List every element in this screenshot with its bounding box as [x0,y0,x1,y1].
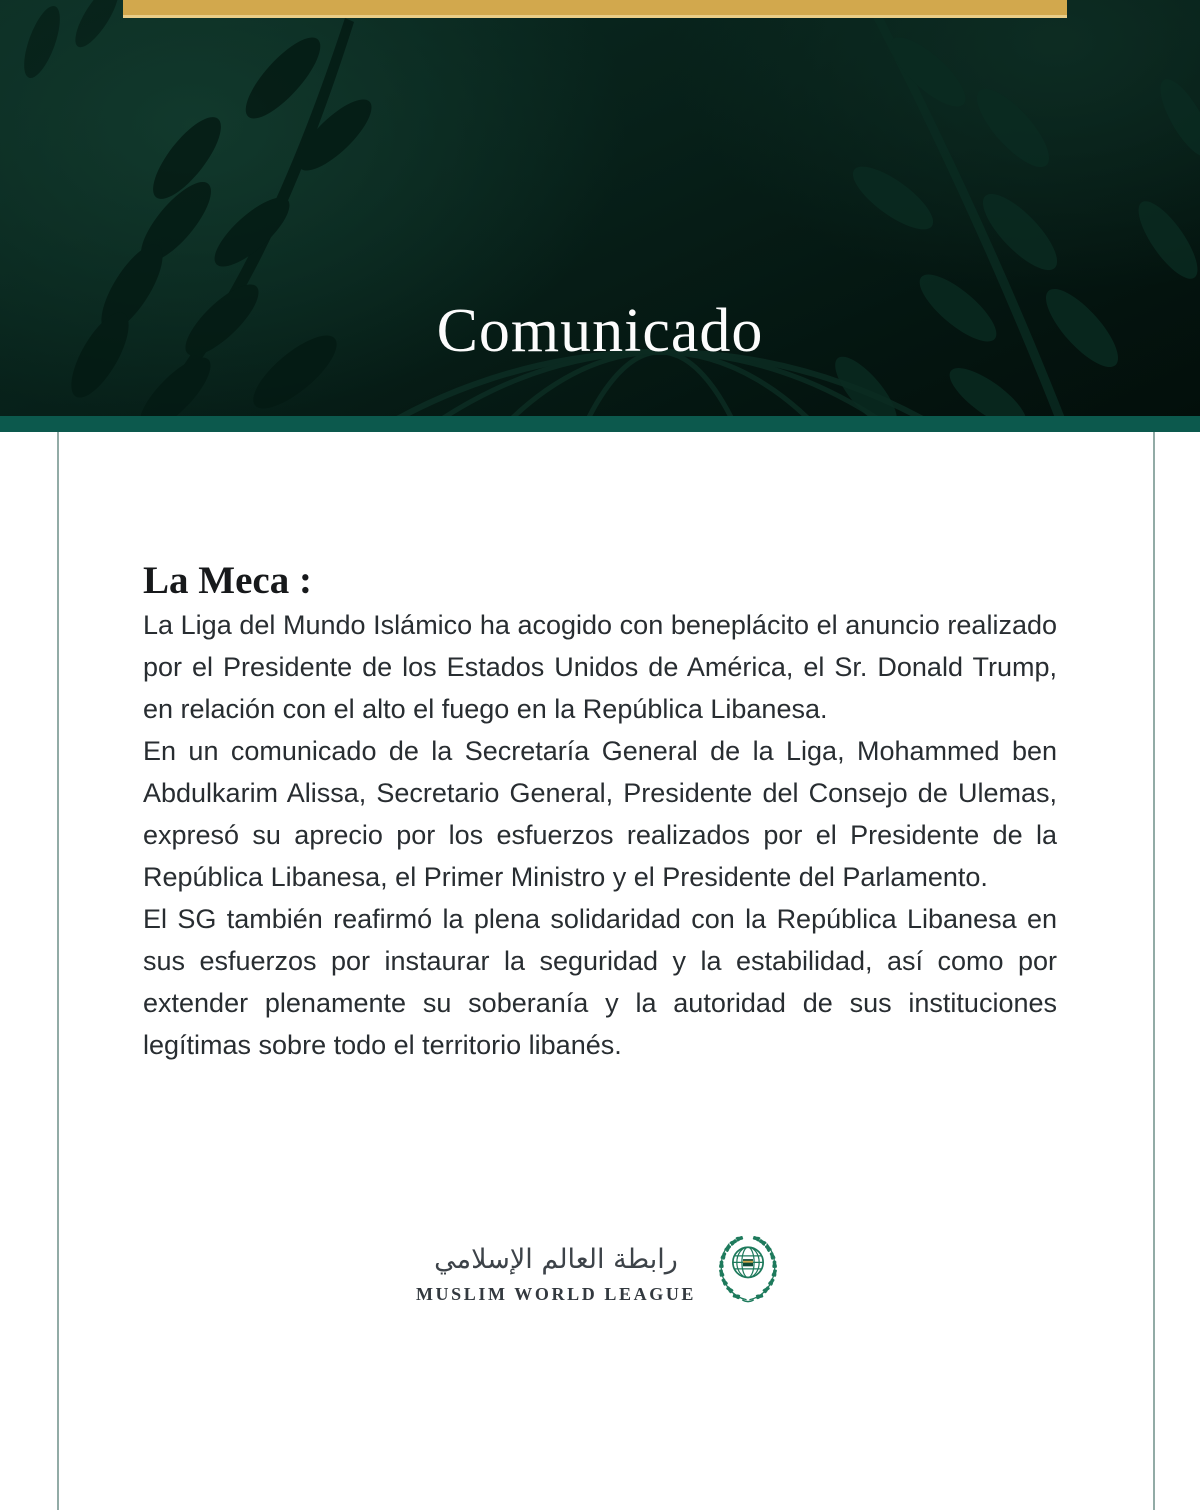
kaaba-icon [743,1259,753,1266]
header-banner [0,0,1200,416]
left-margin-rule [57,432,59,1510]
gold-accent-bar [123,0,1067,18]
right-margin-rule [1153,432,1155,1510]
paragraph-1: La Liga del Mundo Islámico ha acogido con beneplácito el anuncio realizado por el Presidente de los Estados Unidos de América, el Sr. Donald Trump, en relación con el alto el fuego en la República Libanesa. [143,610,1057,724]
corner-leaves-icon [17,0,126,82]
header-divider [0,416,1200,432]
communique-text [143,604,1057,1066]
logo-english-name: MUSLIM WORLD LEAGUE [415,1283,697,1304]
dateline-heading: La Meca : [143,559,312,602]
paragraph-2: En un comunicado de la Secretaría General de la Liga, Mohammed ben Abdulkarim Alissa, Secretario General, Presidente del Consejo de Ulemas, expresó su aprecio por los esfuerzos realizados por el Presidente de la República Libanesa, el Primer Ministro y el Presidente del Parlamento. [143,736,1057,892]
mwl-emblem-icon [712,1232,784,1310]
document-body [0,432,1200,1510]
mwl-logo [143,1232,1057,1310]
page-title: Comunicado [436,297,764,365]
wreath-stem-icon [742,1300,754,1302]
logo-arabic-name: رابطة العالم الإسلامي [434,1243,678,1275]
mwl-logo-text [416,1238,696,1305]
paragraph-3: El SG también reafirmó la plena solidaridad con la República Libanesa en sus esfuerzos por instaurar la seguridad y la estabilidad, así como por extender plenamente su soberanía y la autoridad de sus instituciones legítimas sobre todo el territorio libanés. [143,904,1057,1060]
